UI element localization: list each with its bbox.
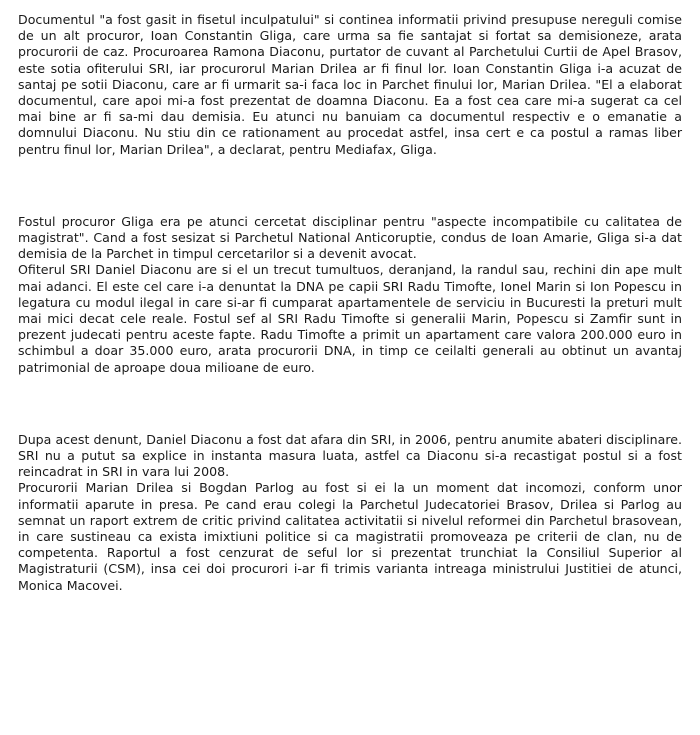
paragraph-gliga-resignation: Fostul procuror Gliga era pe atunci cercetat disciplinar pentru "aspecte incompatibile cu calitatea de magistrat". Cand a fost sesizat si Parchetul National Anticoruptie, condus de Ioan Amarie, Gliga si-a dat demisia de la Parchet in timpul cercetarilor si a devenit avocat. <box>18 213 682 262</box>
paragraph-diaconu-dismissal: Dupa acest denunt, Daniel Diaconu a fost dat afara din SRI, in 2006, pentru anumite abateri disciplinare. SRI nu a putut sa explice in instanta masura luata, astfel ca Diaconu si-a recastigat postul si a fost reincadrat in SRI in vara lui 2008. <box>18 431 682 480</box>
paragraph-diaconu-denunciation: Ofiterul SRI Daniel Diaconu are si el un trecut tumultuos, deranjand, la randul sau, rechini din ape mult mai adanci. El este cel care i-a denuntat la DNA pe capii SRI Radu Timofte, Ionel Marin si Ion Popescu in legatura cu modul ilegal in care si-ar fi cumparat apartamentele de serviciu in Bucuresti la preturi mult mai mici decat cele reale. Fostul sef al SRI Radu Timofte si generalii Marin, Popescu si Zamfir sunt in prezent judecati pentru aceste fapte. Radu Timofte a primit un apartament care valora 200.000 euro in schimbul a doar 35.000 euro, arata procurorii DNA, in timp ce ceilalti generali au obtinut un avantaj patrimonial de aproape doua milioane de euro. <box>18 262 682 375</box>
paragraph-drilea-parlog-report: Procurorii Marian Drilea si Bogdan Parlog au fost si ei la un moment dat incomozi, conform unor informatii aparute in presa. Pe cand erau colegi la Parchetul Judecatoriei Brasov, Drilea si Parlog au semnat un raport extrem de critic privind calitatea activitatii si nivelul reformei din Parchetul brasovean, in care sustineau ca exista imixtiuni politice si ca magistratii promoveaza pe criterii de clan, nu de competenta. Raportul a fost cenzurat de seful lor si prezentat trunchiat la Consiliul Superior al Magistraturii (CSM), insa cei doi procurori i-ar fi trimis varianta intreaga ministrului Justitiei de atunci, Monica Macovei. <box>18 480 682 593</box>
article-body <box>18 12 682 594</box>
paragraph-document-found: Documentul "a fost gasit in fisetul inculpatului" si continea informatii privind presupuse nereguli comise de un alt procuror, Ioan Constantin Gliga, care urma sa fie santajat si fortat sa demisioneze, arata procurorii de caz. Procuroarea Ramona Diaconu, purtator de cuvant al Parchetului Curtii de Apel Brasov, este sotia ofiterului SRI, iar procurorul Marian Drilea ar fi finul lor. Ioan Constantin Gliga i-a acuzat de santaj pe sotii Diaconu, care ar fi urmarit sa-i faca loc in Parchet finului lor, Marian Drilea. "El a elaborat documentul, care apoi mi-a fost prezentat de doamna Diaconu. Ea a fost cea care mi-a sugerat ca cel mai bine ar fi sa-mi dau demisia. Eu atunci nu banuiam ca documentul respectiv e o emanatie a domnului Diaconu. Nu stiu din ce rationament au procedat astfel, insa cert e ca postul a ramas liber pentru finul lor, Marian Drilea", a declarat, pentru Mediafax, Gliga. <box>18 12 682 157</box>
paragraph-gap <box>18 376 682 432</box>
paragraph-gap <box>18 158 682 214</box>
